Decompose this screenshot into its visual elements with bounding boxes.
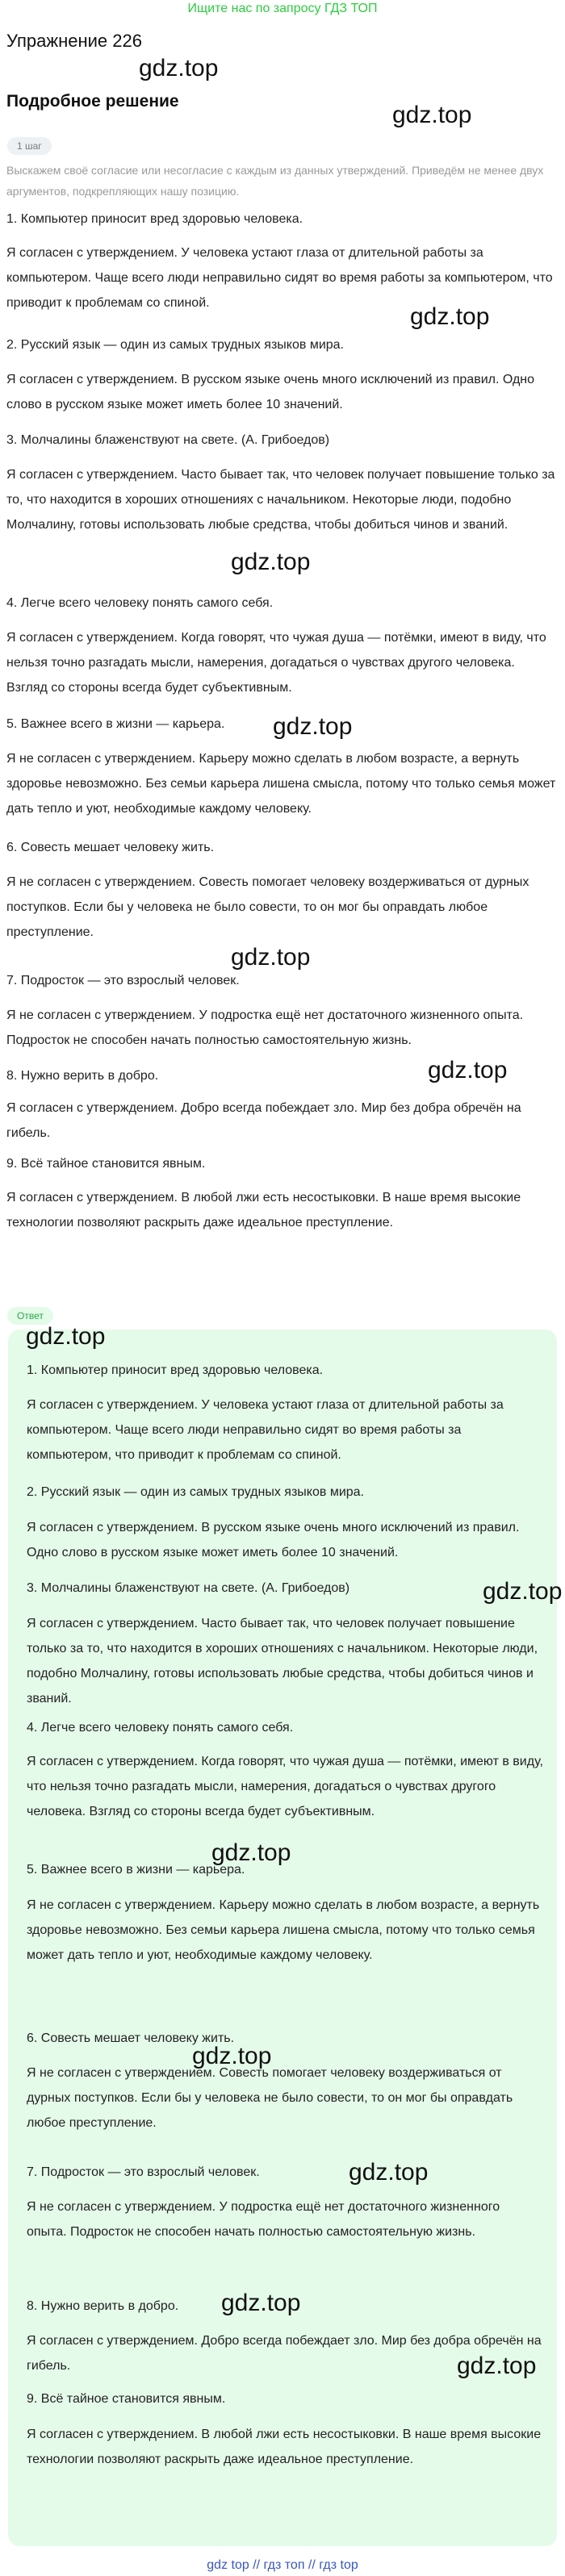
solution-statement-9: 9. Всё тайное становится явным. <box>6 1157 206 1171</box>
answer-text-9: Я согласен с утверждением. В любой лжи есть несостыковки. В наше время высокие технологии позволяют раскрыть даже идеальное преступление. <box>27 2428 542 2466</box>
intro-text: Выскажем своё согласие или несогласие с каждым из данных утверждений. Приведём не менее двух аргументов, подкрепляющих нашу позицию. <box>6 164 544 198</box>
solution-statement-2: 2. Русский язык — один из самых трудных языков мира. <box>6 338 344 352</box>
page-title: Упражнение 226 <box>6 31 142 51</box>
answer-statement-3: 3. Молчалины блаженствуют на свете. (А. Грибоедов) <box>27 1581 350 1595</box>
footer-links[interactable]: gdz top // гдз топ // гдз top <box>207 2558 358 2572</box>
watermark: gdz.top <box>231 549 311 575</box>
answer-text-8: Я согласен с утверждением. Добро всегда побеждает зло. Мир без добра обречён на гибель. <box>27 2334 542 2373</box>
answer-statement-5: 5. Важнее всего в жизни — карьера. <box>27 1863 245 1877</box>
answer-statement-9: 9. Всё тайное становится явным. <box>27 2392 226 2406</box>
solution-statement-6: 6. Совесть мешает человеку жить. <box>6 841 215 854</box>
solution-answer-7: Я не согласен с утверждением. У подростка ещё нет достаточного жизненного опыта. Подросток не способен начать полностью самостоятельную жизнь. <box>6 1008 524 1047</box>
watermark: gdz.top <box>392 102 472 128</box>
solution-answer-1: Я согласен с утверждением. У человека устают глаза от длительной работы за компьютером. Чаще всего люди неправильно сидят во время работы за компьютером, что приводит к проблемам со спиной. <box>6 246 553 310</box>
solution-statement-7: 7. Подросток — это взрослый человек. <box>6 974 240 987</box>
answer-statement-4: 4. Легче всего человеку понять самого себя. <box>27 1721 294 1735</box>
answer-text-1: Я согласен с утверждением. У человека устают глаза от длительной работы за компьютером. Чаще всего люди неправильно сидят во время работы за компьютером, что приводит к проблемам со спиной. <box>27 1398 504 1462</box>
answer-badge: Ответ <box>7 1307 53 1325</box>
answer-statement-8: 8. Нужно верить в добро. <box>27 2299 179 2313</box>
watermark: gdz.top <box>231 944 311 971</box>
solution-answer-9: Я согласен с утверждением. В любой лжи есть несостыковки. В наше время высокие технологии позволяют раскрыть даже идеальное преступление. <box>6 1191 521 1230</box>
watermark: gdz.top <box>410 303 490 330</box>
solution-heading: Подробное решение <box>6 92 179 111</box>
solution-answer-8: Я согласен с утверждением. Добро всегда побеждает зло. Мир без добра обречён на гибель. <box>6 1101 521 1140</box>
step-badge: 1 шаг <box>7 137 52 155</box>
answer-statement-6: 6. Совесть мешает человеку жить. <box>27 2031 235 2045</box>
watermark: gdz.top <box>457 2353 537 2379</box>
answer-text-4: Я согласен с утверждением. Когда говорят, что чужая душа — потёмки, имеют в виду, что нельзя точно разгадать мысли, намерения, догадаться о чувствах другого человека. Взгляд со стороны всегда будет субъективным. <box>27 1755 543 1818</box>
answer-statement-1: 1. Компьютер приносит вред здоровью человека. <box>27 1363 324 1377</box>
watermark: gdz.top <box>428 1057 508 1083</box>
answer-text-5: Я не согласен с утверждением. Карьеру можно сделать в любом возрасте, а вернуть здоровье невозможно. Без семьи карьера лишена смысла, потому что только семья может дать тепло и уют, необходимые каждому человеку. <box>27 1898 540 1962</box>
watermark: gdz.top <box>349 2159 429 2186</box>
watermark: gdz.top <box>211 1839 291 1866</box>
solution-statement-1: 1. Компьютер приносит вред здоровью человека. <box>6 212 303 226</box>
watermark: gdz.top <box>221 2290 301 2316</box>
watermark: gdz.top <box>139 55 219 81</box>
solution-statement-8: 8. Нужно верить в добро. <box>6 1069 159 1083</box>
top-banner[interactable]: Ищите нас по запросу ГДЗ ТОП <box>187 2 378 15</box>
watermark: gdz.top <box>192 2043 272 2069</box>
answer-text-3: Я согласен с утверждением. Часто бывает так, что человек получает повышение только за то, что находится в хороших отношениях с начальником. Некоторые люди, подобно Молчалину, готовы использовать любые средства, чтобы добиться чинов и званий. <box>27 1617 538 1706</box>
solution-answer-2: Я согласен с утверждением. В русском языке очень много исключений из правил. Одно слово в русском языке может иметь более 10 значений. <box>6 373 535 411</box>
answer-text-2: Я согласен с утверждением. В русском языке очень много исключений из правил. Одно слово в русском языке может иметь более 10 значений. <box>27 1521 520 1559</box>
answer-statement-7: 7. Подросток — это взрослый человек. <box>27 2165 260 2179</box>
watermark: gdz.top <box>273 713 353 740</box>
solution-statement-5: 5. Важнее всего в жизни — карьера. <box>6 717 225 731</box>
solution-answer-4: Я согласен с утверждением. Когда говорят, что чужая душа — потёмки, имеют в виду, что нельзя точно разгадать мысли, намерения, догадаться о чувствах другого человека. Взгляд со стороны всегда будет субъективным. <box>6 631 546 695</box>
answer-text-6: Я не согласен с утверждением. Совесть помогает человеку воздерживаться от дурных поступков. Если бы у человека не было совести, то он мог бы оправдать любое преступление. <box>27 2066 513 2130</box>
watermark: gdz.top <box>483 1578 563 1605</box>
solution-statement-4: 4. Легче всего человеку понять самого себя. <box>6 596 274 610</box>
answer-statement-2: 2. Русский язык — один из самых трудных языков мира. <box>27 1485 364 1499</box>
solution-answer-5: Я не согласен с утверждением. Карьеру можно сделать в любом возрасте, а вернуть здоровье невозможно. Без семьи карьера лишена смысла, потому что только семья может дать тепло и уют, необходимые каждому человеку. <box>6 752 556 816</box>
watermark: gdz.top <box>26 1323 106 1350</box>
solution-statement-3: 3. Молчалины блаженствуют на свете. (А. Грибоедов) <box>6 433 330 447</box>
answer-text-7: Я не согласен с утверждением. У подростка ещё нет достаточного жизненного опыта. Подросток не способен начать полностью самостоятельную жизнь. <box>27 2200 500 2239</box>
solution-answer-6: Я не согласен с утверждением. Совесть помогает человеку воздерживаться от дурных поступков. Если бы у человека не было совести, то он мог бы оправдать любое преступление. <box>6 875 529 939</box>
solution-answer-3: Я согласен с утверждением. Часто бывает так, что человек получает повышение только за то, что находится в хороших отношениях с начальником. Некоторые люди, подобно Молчалину, готовы использовать любые средства, чтобы добиться чинов и званий. <box>6 468 555 532</box>
